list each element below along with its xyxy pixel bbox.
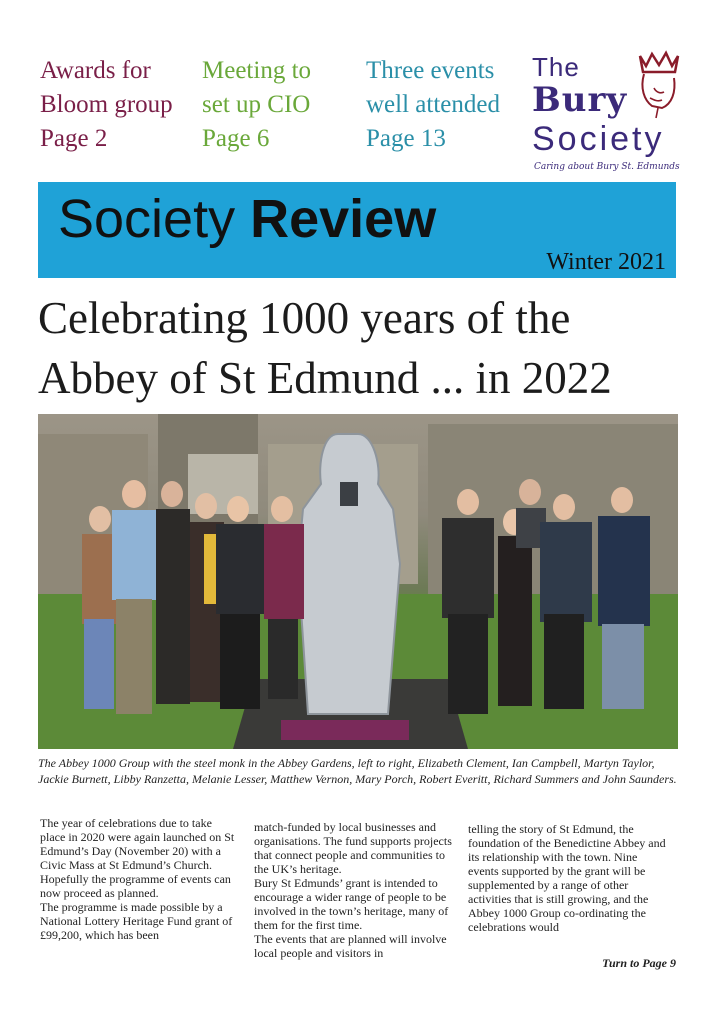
headline-line: Abbey of St Edmund ... in 2022	[38, 353, 612, 403]
article-paragraph: telling the story of St Edmund, the foundation of the Benedictine Abbey and its relationship with the town. Nine events supported by the grant will be supplemented by a range of other activities that is still growing, and the Abbey 1000 Group co-ordinating the celebrations would	[468, 822, 666, 934]
teaser-page: Page 6	[202, 125, 270, 152]
logo-tagline: Caring about Bury St. Edmunds	[534, 162, 680, 172]
teaser-page: Page 13	[366, 125, 446, 152]
headline	[38, 288, 698, 408]
article-paragraph: The year of celebrations due to take place in 2020 were again launched on St Edmund’s Day (November 20) with a Civic Mass at St Edmund’s Church.	[40, 816, 235, 872]
article-column-2	[254, 820, 454, 960]
article-paragraph: match-funded by local businesses and organisations. The fund supports projects that connect people and communities to the UK’s heritage.	[254, 820, 452, 876]
logo-society: Society	[532, 120, 665, 158]
masthead-banner	[38, 182, 676, 278]
article-column-3	[468, 822, 668, 934]
group-photo	[38, 414, 678, 749]
teaser-bloom-awards[interactable]	[40, 54, 190, 156]
memorial-plaque	[281, 720, 409, 740]
article-paragraph: Hopefully the programme of events can now proceed as planned.	[40, 872, 231, 900]
masthead-title	[58, 188, 436, 250]
teaser-three-events[interactable]	[366, 54, 526, 156]
teaser-line: Three events	[366, 57, 495, 84]
teaser-page: Page 2	[40, 125, 108, 152]
teaser-line: well attended	[366, 91, 500, 118]
photo-caption: The Abbey 1000 Group with the steel monk in the Abbey Gardens, left to right, Elizabeth Clement, Ian Campbell, Martyn Taylor, Jackie Burnett, Libby Ranzetta, Melanie Lesser, Matthew Vernon, Mary Porch, Robert Everitt, Richard Summers and John Saunders.	[38, 756, 677, 786]
teaser-cio-meeting[interactable]	[202, 54, 352, 156]
logo-the: The	[532, 52, 580, 82]
headline-line: Celebrating 1000 years of the	[38, 293, 571, 343]
teaser-line: Awards for	[40, 57, 151, 84]
article-paragraph: Bury St Edmunds’ grant is intended to encourage a wider range of people to be involved in the town’s heritage, many of them for the first time.	[254, 876, 449, 932]
logo-bury: Bury	[532, 80, 628, 120]
continued-link[interactable]: Turn to Page 9	[602, 956, 676, 970]
teaser-line: Meeting to	[202, 57, 312, 84]
article-paragraph: The events that are planned will involve local people and visitors in	[254, 932, 447, 960]
issue-date: Winter 2021	[546, 249, 666, 275]
article-paragraph: The programme is made possible by a National Lottery Heritage Fund grant of £99,200, which has been	[40, 900, 233, 942]
bury-society-logo	[530, 46, 690, 176]
crowned-head-icon	[628, 48, 690, 120]
teaser-line: set up CIO	[202, 91, 311, 118]
teaser-line: Bloom group	[40, 91, 173, 118]
masthead-title-bold: Review	[250, 189, 437, 249]
article-column-1	[40, 816, 240, 942]
masthead-title-regular: Society	[58, 189, 251, 249]
abbey-gardens-photo-illustration	[38, 414, 678, 749]
